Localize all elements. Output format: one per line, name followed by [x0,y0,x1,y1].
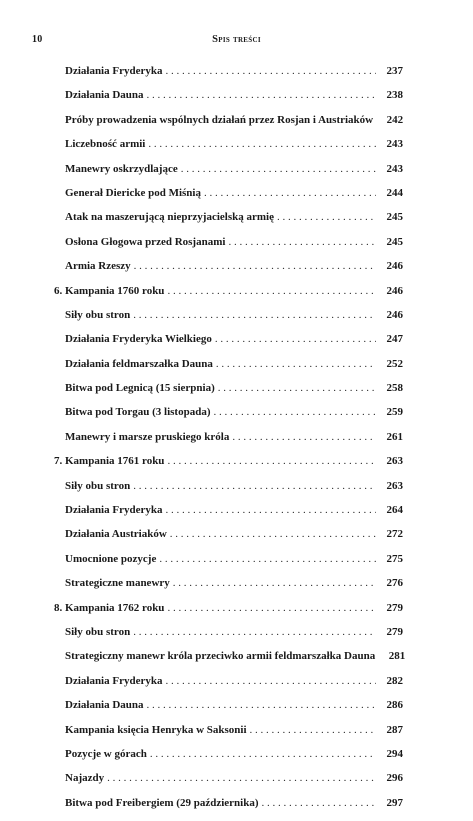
entry-title: Liczebność armii [65,138,146,151]
dot-leader [133,309,376,321]
toc-entry-row [65,65,403,89]
entry-title: Armia Rzeszy [65,260,131,273]
page-number: 10 [32,34,43,45]
entry-page-number: 286 [386,699,403,712]
entry-page-number: 246 [386,308,403,321]
toc-entry-row [65,358,403,382]
entry-page-number: 263 [386,479,403,492]
entry-title: Kampania księcia Henryka w Saksonii [65,723,247,736]
entry-page-number: 275 [386,552,403,565]
entry-page-number: 281 [388,650,406,663]
running-head: Spis treści [212,34,261,45]
entry-title: Bitwa pod Legnicą (15 sierpnia) [65,382,215,395]
toc-entry-row [65,528,403,552]
toc-entry-row [65,724,403,748]
toc-entry-row [65,187,403,211]
toc-entry-row [65,309,403,333]
dot-leader [134,260,376,272]
entry-title: Pozycje w górach [65,747,147,760]
toc-entry-row [65,675,403,699]
dot-leader [159,553,376,565]
toc-entry-row [65,797,403,821]
entry-title: Siły obu stron [65,308,131,321]
entry-title: Działania Fryderyka [65,65,163,77]
toc-entry-row [65,699,403,723]
entry-page-number: 242 [386,113,404,126]
dot-leader [150,748,376,760]
dot-leader [133,626,376,638]
dot-leader [165,65,376,77]
dot-leader [250,724,376,736]
entry-title: Działania Dauna [65,89,144,102]
entry-page-number: 297 [386,796,403,809]
entry-page-number: 282 [386,674,403,687]
entry-page-number: 264 [386,504,403,517]
dot-leader [216,358,376,370]
toc-entry-row [65,138,403,162]
entry-title: Atak na maszerującą nieprzyjacielską armię [65,211,274,224]
toc-entry-row [65,431,403,455]
dot-leader [165,675,376,687]
entry-title: Umocnione pozycje [65,552,157,565]
entry-page-number: 276 [386,577,403,590]
dot-leader [204,187,376,199]
dot-leader [213,406,376,418]
entry-title: Działania Austriaków [65,528,167,541]
dot-leader [133,480,376,492]
entry-title: 8. Kampania 1762 roku [54,601,165,614]
dot-leader [147,699,376,711]
entry-title: Osłona Głogowa przed Rosjanami [65,235,226,248]
dot-leader [148,138,376,150]
entry-title: Działania Dauna [65,699,144,712]
dot-leader [277,211,376,223]
dot-leader [262,797,377,809]
entry-page-number: 252 [386,357,403,370]
entry-title: 7. Kampania 1761 roku [54,455,165,468]
dot-leader [170,528,376,540]
entry-title: Najazdy [65,772,105,785]
entry-page-number: 246 [386,284,403,297]
dot-leader [181,163,376,175]
dot-leader [173,577,376,589]
dot-leader [167,602,376,614]
dot-leader [167,285,376,297]
dot-leader [218,382,376,394]
toc-entry-row [65,211,403,235]
toc-entry-row [65,260,403,284]
entry-page-number: 244 [386,186,403,199]
entry-title: Bitwa pod Freibergiem (29 października) [65,796,259,809]
toc-chapter-row [54,455,403,479]
entry-page-number: 247 [386,333,403,346]
table-of-contents [54,65,406,821]
toc-entry-row [65,406,403,430]
toc-entry-row [65,382,403,406]
toc-entry-row [65,480,403,504]
dot-leader [107,772,376,784]
entry-title: Działania feldmarszałka Dauna [65,357,213,370]
entry-page-number: 243 [386,138,403,151]
page-header [32,34,441,48]
dot-leader [165,504,376,516]
toc-entry-row [65,650,406,674]
entry-page-number: 287 [386,723,403,736]
entry-title: Działania Fryderyka [65,504,163,517]
toc-entry-row [65,748,403,772]
entry-page-number: 259 [386,406,403,419]
entry-page-number: 237 [386,65,403,77]
toc-entry-row [65,89,403,113]
toc-entry-row [65,626,403,650]
entry-title: Siły obu stron [65,479,131,492]
dot-leader [232,431,376,443]
toc-entry-row [65,236,403,260]
entry-title: Bitwa pod Torgau (3 listopada) [65,406,211,419]
entry-title: Działania Fryderyka [65,674,163,687]
entry-page-number: 263 [386,455,403,468]
entry-page-number: 245 [386,211,403,224]
entry-title: Próby prowadzenia wspólnych działań przez Rosjan i Austriaków [65,113,374,126]
entry-title: Siły obu stron [65,625,131,638]
entry-page-number: 261 [386,430,403,443]
toc-entry-row [65,772,403,796]
entry-page-number: 238 [386,89,403,102]
entry-page-number: 296 [386,772,403,785]
toc-entry-row [65,504,403,528]
dot-leader [147,89,376,101]
toc-entry-row [65,577,403,601]
entry-title: Strategiczny manewr króla przeciwko armii feldmarszałka Dauna [65,650,376,663]
toc-entry-row [65,333,403,357]
dot-leader [215,333,376,345]
toc-chapter-row [54,285,403,309]
entry-title: Strategiczne manewry [65,577,170,590]
entry-title: Działania Fryderyka Wielkiego [65,333,212,346]
dot-leader [228,236,376,248]
entry-page-number: 245 [386,235,403,248]
entry-page-number: 258 [386,382,403,395]
dot-leader [167,455,376,467]
entry-page-number: 279 [386,601,403,614]
entry-title: Generał Diericke pod Miśnią [65,186,201,199]
entry-page-number: 243 [386,162,403,175]
entry-page-number: 279 [386,625,403,638]
entry-title: 6. Kampania 1760 roku [54,284,165,297]
entry-page-number: 272 [386,528,403,541]
toc-entry-row [65,553,403,577]
entry-title: Manewry oskrzydlające [65,162,178,175]
toc-entry-row [65,114,403,138]
toc-chapter-row [54,602,403,626]
entry-page-number: 246 [386,260,403,273]
entry-title: Manewry i marsze pruskiego króla [65,430,230,443]
toc-entry-row [65,163,403,187]
entry-page-number: 294 [386,747,403,760]
